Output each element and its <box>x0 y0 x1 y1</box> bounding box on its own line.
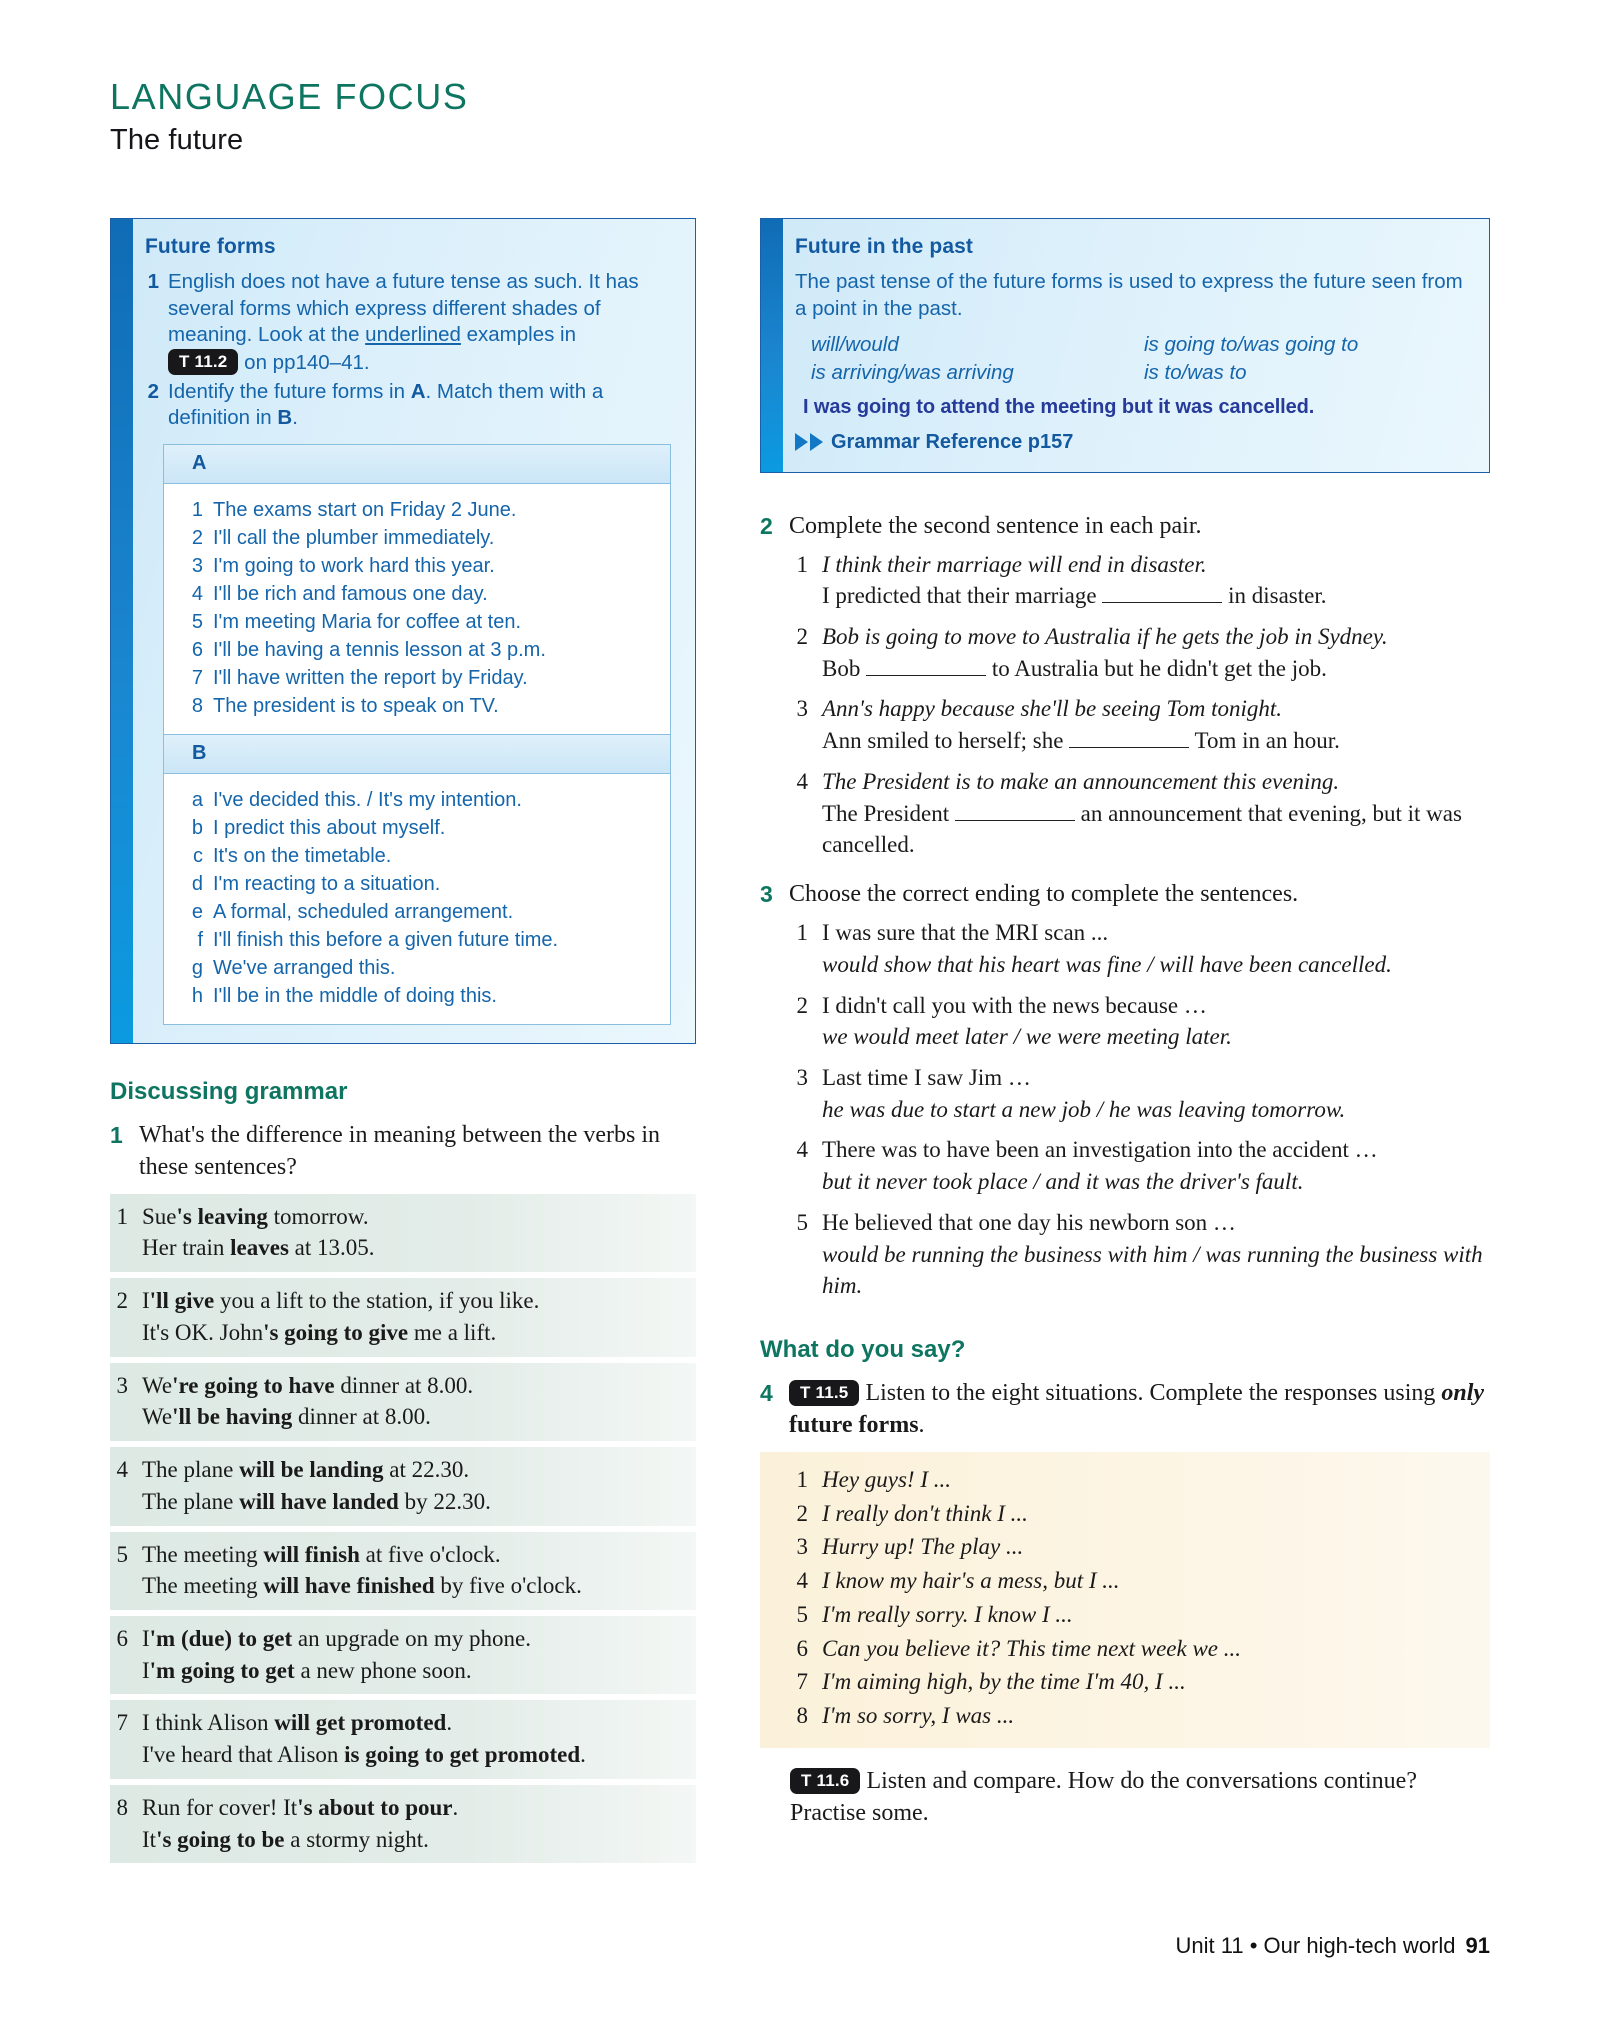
stem-sentence: I didn't call you with the news because … <box>822 992 1207 1018</box>
exercise-item <box>790 693 1490 756</box>
list-item-text: The exams start on Friday 2 June. <box>213 498 517 521</box>
item-body <box>142 1201 680 1264</box>
item-number: 3 <box>796 1064 808 1090</box>
answer-suffix: to Australia but he didn't get the job. <box>986 655 1327 681</box>
ending-options[interactable]: would be running the business with him / was running the business with him. <box>822 1241 1483 1299</box>
prompt-future-forms: future forms <box>789 1412 919 1439</box>
table-b <box>163 735 671 1025</box>
item-number: 3 <box>796 696 808 722</box>
table-a-header: A <box>164 445 670 484</box>
table-b-header: B <box>164 735 670 774</box>
item-number: 4 <box>796 768 808 794</box>
highlighted-verb: leaves <box>230 1235 289 1261</box>
sentence-text: by 22.30. <box>398 1488 491 1514</box>
item-body <box>822 1134 1490 1197</box>
answer-sentence <box>822 798 1490 861</box>
sentence-line <box>142 1539 680 1571</box>
list-item-key: 8 <box>191 694 203 717</box>
page-number: 91 <box>1465 1933 1490 1958</box>
sentence-text: I think Alison <box>142 1710 275 1736</box>
table-a-list <box>164 484 670 734</box>
exercise-number: 3 <box>760 881 773 908</box>
item-number: 4 <box>796 1137 808 1163</box>
response-item <box>790 1599 1470 1631</box>
highlighted-verb: will finish <box>263 1541 360 1567</box>
exercise-item <box>790 549 1490 612</box>
stem-sentence: He believed that one day his newborn son … <box>822 1209 1236 1235</box>
answer-blank[interactable] <box>1102 602 1222 603</box>
item-body <box>822 1207 1490 1302</box>
table-a <box>163 444 671 735</box>
right-column <box>760 218 1490 1834</box>
item-number: 4 <box>796 1568 808 1594</box>
response-text: Hurry up! The play ... <box>822 1534 1024 1560</box>
form-is-to: is to/was to <box>1144 360 1247 384</box>
sentence-text: . <box>452 1794 459 1820</box>
sentence-line <box>142 1707 680 1739</box>
closing-body <box>790 1766 1490 1830</box>
item2-part2: . Match them with a definition in <box>168 379 604 430</box>
page-subtitle: The future <box>110 123 244 156</box>
sentence-text: We <box>142 1372 173 1398</box>
response-item <box>790 1531 1470 1563</box>
answer-prefix: Bob <box>822 655 867 681</box>
cue-sentence: Ann's happy because she'll be seeing Tom tonight. <box>822 696 1282 722</box>
exercise-3-items <box>790 917 1490 1302</box>
sentence-text: me a lift. <box>408 1319 497 1345</box>
response-text: Can you believe it? This time next week we ... <box>822 1635 1241 1661</box>
page-footer <box>1176 1933 1490 1959</box>
audio-track-badge-t115[interactable]: T 11.5 <box>789 1380 859 1406</box>
response-text: I know my hair's a mess, but I ... <box>822 1568 1120 1594</box>
list-item <box>190 580 660 608</box>
grammar-reference-label: Grammar Reference p157 <box>831 430 1074 453</box>
sentence-text: dinner at 8.00. <box>292 1404 431 1430</box>
sentence-text: dinner at 8.00. <box>334 1372 474 1398</box>
exercise-item <box>790 621 1490 684</box>
grammar-pair-row <box>110 1700 696 1778</box>
item-body <box>822 990 1490 1053</box>
list-item-text: It's on the timetable. <box>213 844 392 867</box>
sentence-text: at 22.30. <box>383 1457 470 1483</box>
footer-unit-label: Unit 11 • Our high-tech world <box>1175 1933 1456 1958</box>
list-item-key: c <box>193 844 203 867</box>
response-text: I'm aiming high, by the time I'm 40, I ... <box>822 1669 1186 1695</box>
ending-options[interactable]: would show that his heart was fine / will have been cancelled. <box>822 951 1392 977</box>
item-text <box>168 379 675 432</box>
exercise-item <box>790 1134 1490 1197</box>
highlighted-verb: 'm going to get <box>149 1657 295 1683</box>
sentence-text: at 13.05. <box>288 1235 375 1261</box>
answer-blank[interactable] <box>955 820 1075 821</box>
list-item <box>190 814 660 842</box>
sentence-line <box>142 1570 680 1602</box>
response-text: I'm so sorry, I was ... <box>822 1703 1015 1729</box>
sentence-line <box>142 1739 680 1771</box>
answer-sentence <box>822 725 1490 757</box>
list-item <box>190 898 660 926</box>
item-number: 1 <box>147 270 159 293</box>
sentence-text: by five o'clock. <box>434 1573 582 1599</box>
stem-sentence: There was to have been an investigation into the accident … <box>822 1137 1378 1163</box>
future-in-past-intro: The past tense of the future forms is used to express the future seen from a point in the past. <box>795 270 1463 320</box>
highlighted-verb: 're going to have <box>172 1372 335 1398</box>
item-number: 1 <box>116 1203 128 1229</box>
exercise-3 <box>760 879 1490 911</box>
item-body <box>142 1707 680 1770</box>
future-in-past-title: Future in the past <box>795 235 973 258</box>
exercise-4 <box>760 1378 1490 1442</box>
sentence-line <box>142 1317 680 1349</box>
sentence-text: . <box>446 1710 453 1736</box>
list-item-key: 1 <box>191 498 203 521</box>
stem-sentence: I was sure that the MRI scan ... <box>822 920 1109 946</box>
sentence-line <box>142 1454 680 1486</box>
sentence-text: Sue <box>142 1203 177 1229</box>
highlighted-verb: will have finished <box>263 1573 435 1599</box>
label-b: B <box>277 406 293 430</box>
exercise-prompt: What's the difference in meaning between the verbs in these sentences? <box>139 1121 661 1180</box>
exercise-number: 2 <box>760 512 773 539</box>
list-item <box>190 608 660 636</box>
highlighted-verb: is going to get promoted <box>344 1742 581 1768</box>
highlighted-verb: 's going to be <box>156 1826 285 1852</box>
stem-sentence: Last time I saw Jim … <box>822 1064 1031 1090</box>
item-body <box>822 1062 1490 1125</box>
exercise-4-items <box>790 1464 1470 1732</box>
item-body <box>142 1539 680 1602</box>
grammar-pair-row <box>110 1194 696 1272</box>
grammar-pair-row <box>110 1363 696 1441</box>
exercise-item <box>790 1207 1490 1302</box>
list-item-key: a <box>191 788 203 811</box>
item-number: 2 <box>796 624 808 649</box>
exercise-item <box>790 917 1490 980</box>
exercise-item <box>790 990 1490 1053</box>
sentence-text: at five o'clock. <box>359 1541 501 1567</box>
sentence-line <box>142 1824 680 1856</box>
grammar-pair-row <box>110 1447 696 1525</box>
item-number: 7 <box>796 1669 808 1695</box>
list-item <box>190 786 660 814</box>
item2-part3: . <box>292 406 298 430</box>
list-item <box>190 552 660 580</box>
list-item <box>190 842 660 870</box>
double-arrow-icon <box>795 433 823 451</box>
sentence-text: I <box>142 1657 150 1683</box>
sentence-text: I <box>142 1288 150 1314</box>
answer-prefix: Ann smiled to herself; she <box>822 728 1070 754</box>
response-text: I'm really sorry. I know I ... <box>822 1601 1073 1627</box>
audio-track-badge-t116[interactable]: T 11.6 <box>790 1768 860 1794</box>
sentence-text: It <box>142 1826 157 1852</box>
exercise-item <box>790 1062 1490 1125</box>
cue-sentence: The President is to make an announcement this evening. <box>822 768 1340 794</box>
item1-part3: on pp140–41. <box>244 350 370 374</box>
list-item <box>190 982 660 1010</box>
sentence-line <box>142 1792 680 1824</box>
item-body <box>822 917 1490 980</box>
list-item-key: 5 <box>191 610 203 633</box>
highlighted-verb: 'm (due) to get <box>149 1626 293 1651</box>
list-item-text: I'm meeting Maria for coffee at ten. <box>213 610 522 633</box>
sentence-text: The meeting <box>142 1573 264 1599</box>
item-number: 5 <box>796 1601 808 1627</box>
sentence-text: Her train <box>142 1235 231 1261</box>
item-number: 2 <box>147 379 159 403</box>
item-body <box>142 1792 680 1855</box>
item-number: 8 <box>116 1794 128 1820</box>
item-number: 6 <box>116 1626 128 1651</box>
item-number: 1 <box>796 1466 808 1492</box>
future-in-past-box <box>760 218 1490 473</box>
list-item-key: d <box>191 872 203 895</box>
sentence-text: The plane <box>142 1457 240 1483</box>
answer-sentence <box>822 653 1490 685</box>
sentence-text: We <box>142 1404 173 1430</box>
response-text: I really don't think I ... <box>822 1500 1028 1526</box>
list-item <box>190 496 660 524</box>
item-number: 1 <box>796 920 808 946</box>
item-number: 4 <box>116 1457 128 1483</box>
sentence-line <box>142 1486 680 1518</box>
response-text: Hey guys! I ... <box>822 1466 952 1492</box>
answer-suffix: an announcement that evening, but it was cancelled. <box>822 800 1462 858</box>
answer-prefix: I predicted that their marriage <box>822 583 1103 609</box>
ending-options[interactable]: we would meet later / we were meeting later. <box>822 1024 1232 1050</box>
future-in-past-example: I was going to attend the meeting but it was cancelled. <box>803 395 1315 418</box>
exercise-2-items <box>790 549 1490 862</box>
list-item <box>190 926 660 954</box>
item-number: 2 <box>796 992 808 1018</box>
sentence-text: It's OK. John <box>142 1319 264 1345</box>
list-item-key: f <box>197 928 203 951</box>
list-item-text: I'm going to work hard this year. <box>213 554 495 577</box>
sentence-text: tomorrow. <box>267 1203 369 1229</box>
list-item-text: I'll finish this before a given future time. <box>213 928 559 951</box>
list-item-text: I'll be having a tennis lesson at 3 p.m. <box>213 638 546 661</box>
sentence-text: The plane <box>142 1488 240 1514</box>
table-b-list <box>164 774 670 1024</box>
grammar-pair-row <box>110 1278 696 1356</box>
item-number: 7 <box>116 1710 128 1736</box>
sentence-text: . <box>580 1742 586 1768</box>
cue-sentence: Bob is going to move to Australia if he gets the job in Sydney. <box>822 624 1388 649</box>
response-item <box>790 1633 1470 1665</box>
item-body <box>142 1623 680 1686</box>
item-body <box>822 693 1490 756</box>
sentence-text: I've heard that Alison <box>142 1742 345 1768</box>
page-header <box>110 78 810 157</box>
item-number: 1 <box>796 551 808 577</box>
exercise-number: 4 <box>760 1380 773 1407</box>
sentence-text: Run for cover! It <box>142 1794 298 1820</box>
ending-options[interactable]: he was due to start a new job / he was leaving tomorrow. <box>822 1096 1346 1122</box>
future-forms-body <box>145 269 675 432</box>
sentence-text: you a lift to the station, if you like. <box>214 1288 540 1314</box>
discussing-grammar-heading: Discussing grammar <box>110 1077 348 1105</box>
closing-instruction <box>790 1766 1490 1830</box>
list-item-text: The president is to speak on TV. <box>213 694 499 717</box>
audio-track-badge-t112[interactable]: T 11.2 <box>168 349 238 375</box>
exercise-item <box>790 766 1490 861</box>
answer-blank[interactable] <box>1069 747 1189 748</box>
list-item-text: I'll be rich and famous one day. <box>213 582 488 605</box>
response-item <box>790 1498 1470 1530</box>
list-item-text: I'll have written the report by Friday. <box>213 666 528 689</box>
item-number: 6 <box>796 1635 808 1661</box>
sentence-line <box>142 1623 680 1655</box>
left-column <box>110 218 696 1869</box>
list-item-text: A formal, scheduled arrangement. <box>213 900 514 923</box>
response-item <box>790 1565 1470 1597</box>
list-item-key: 2 <box>191 526 203 549</box>
sentence-line <box>142 1285 680 1317</box>
list-item <box>190 524 660 552</box>
item2-part1: Identify the future forms in <box>168 379 411 403</box>
list-item-key: 7 <box>191 666 203 689</box>
form-arriving: is arriving/was arriving <box>811 360 1014 384</box>
list-item-text: I'll call the plumber immediately. <box>213 526 495 549</box>
sentence-text: a new phone soon. <box>294 1657 472 1683</box>
exercise-1 <box>110 1120 696 1184</box>
list-item <box>190 636 660 664</box>
future-forms-item-2 <box>145 379 675 432</box>
response-item <box>790 1666 1470 1698</box>
list-item-text: I'm reacting to a situation. <box>213 872 441 895</box>
future-forms-item-1 <box>145 269 675 377</box>
answer-suffix: Tom in an hour. <box>1189 728 1340 754</box>
list-item-key: g <box>191 956 203 979</box>
item-number: 5 <box>796 1209 808 1235</box>
response-item <box>790 1700 1470 1732</box>
sentence-text: The meeting <box>142 1541 264 1567</box>
highlighted-verb: will have landed <box>239 1488 399 1514</box>
item-text <box>168 269 675 377</box>
highlighted-verb: 's leaving <box>176 1203 268 1229</box>
highlighted-verb: 's going to give <box>263 1319 409 1345</box>
highlighted-verb: 'll give <box>149 1288 215 1314</box>
answer-sentence <box>822 580 1490 612</box>
prompt-post: . <box>918 1412 925 1439</box>
item-number: 3 <box>796 1534 808 1560</box>
exercise-prompt: Complete the second sentence in each pair. <box>789 512 1202 539</box>
list-item-key: e <box>191 900 203 923</box>
response-item <box>790 1464 1470 1496</box>
item-body <box>822 549 1490 612</box>
cue-sentence: I think their marriage will end in disaster. <box>822 551 1207 577</box>
underlined-word: underlined <box>365 323 461 347</box>
item-body <box>142 1454 680 1517</box>
closing-text: Listen and compare. How do the conversations continue? Practise some. <box>790 1767 1417 1826</box>
sentence-line <box>142 1655 680 1687</box>
grammar-pair-row <box>110 1616 696 1694</box>
list-item <box>190 664 660 692</box>
highlighted-verb: 'll be having <box>172 1404 293 1430</box>
list-item-key: b <box>191 816 203 839</box>
discussing-grammar-items <box>110 1194 696 1864</box>
answer-blank[interactable] <box>866 675 986 676</box>
grammar-pair-row <box>110 1785 696 1863</box>
item-body <box>142 1285 680 1348</box>
item-body <box>822 766 1490 861</box>
label-a: A <box>410 379 426 403</box>
list-item-key: 3 <box>191 554 203 577</box>
responses-box <box>760 1452 1490 1748</box>
highlighted-verb: will be landing <box>239 1457 384 1483</box>
form-will-would: will/would <box>811 333 899 357</box>
answer-prefix: The President <box>822 800 955 826</box>
exercise-prompt: Choose the correct ending to complete the sentences. <box>789 881 1299 908</box>
highlighted-verb: will get promoted <box>274 1710 447 1736</box>
item1-part2: examples in <box>460 323 577 347</box>
grammar-reference-link[interactable] <box>795 431 1469 454</box>
list-item-text: We've arranged this. <box>213 956 396 979</box>
form-going-to: is going to/was going to <box>1144 333 1359 357</box>
what-do-you-say-heading: What do you say? <box>760 1336 966 1364</box>
sentence-text: I <box>142 1626 150 1651</box>
sentence-line <box>142 1401 680 1433</box>
list-item-key: h <box>191 984 203 1007</box>
exercise-prompt <box>789 1378 1490 1442</box>
future-forms-title: Future forms <box>145 235 276 258</box>
page-title: LANGUAGE FOCUS <box>110 76 469 117</box>
prompt-pre: Listen to the eight situations. Complete the responses using <box>865 1380 1442 1407</box>
exercise-number: 1 <box>110 1121 123 1148</box>
item-number: 5 <box>116 1541 128 1567</box>
grammar-pair-row <box>110 1532 696 1610</box>
prompt-only: only <box>1441 1380 1485 1407</box>
highlighted-verb: 's about to pour <box>297 1794 453 1820</box>
item-number: 2 <box>116 1288 128 1314</box>
future-forms-box <box>110 218 696 1044</box>
sentence-line <box>142 1370 680 1402</box>
sentence-line <box>142 1201 680 1233</box>
item-body <box>142 1370 680 1433</box>
item-number: 3 <box>116 1372 128 1398</box>
future-in-past-forms <box>811 331 1469 386</box>
list-item-key: 6 <box>191 638 203 661</box>
list-item <box>190 870 660 898</box>
list-item-text: I predict this about myself. <box>213 816 446 839</box>
answer-suffix: in disaster. <box>1222 583 1327 609</box>
list-item <box>190 692 660 720</box>
item1-part1: English does not have a future tense as such. It has several forms which express different shades of meaning. Look at the <box>168 270 639 347</box>
sentence-text: a stormy night. <box>284 1826 429 1852</box>
list-item-key: 4 <box>191 582 203 605</box>
sentence-text: an upgrade on my phone. <box>292 1626 531 1651</box>
list-item-text: I'll be in the middle of doing this. <box>213 984 497 1007</box>
list-item <box>190 954 660 982</box>
item-number: 8 <box>796 1703 808 1729</box>
ending-options[interactable]: but it never took place / and it was the driver's fault. <box>822 1169 1304 1195</box>
exercise-2 <box>760 511 1490 543</box>
list-item-text: I've decided this. / It's my intention. <box>213 788 522 811</box>
sentence-line <box>142 1232 680 1264</box>
item-body <box>822 621 1490 684</box>
item-number: 2 <box>796 1500 808 1526</box>
